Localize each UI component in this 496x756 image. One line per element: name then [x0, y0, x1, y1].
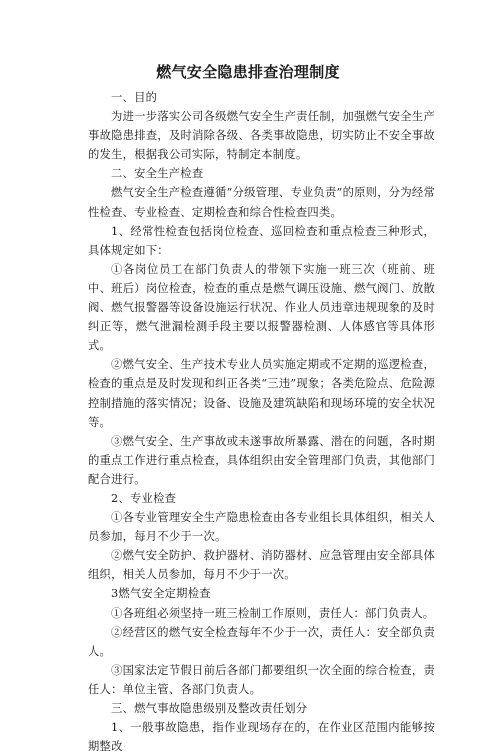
section-heading-purpose: 一、目的 [111, 91, 158, 104]
subheading-periodic-inspection: 3燃气安全定期检查 [111, 587, 211, 601]
document-body [88, 88, 435, 756]
paragraph-periodic-1: ①各班组必须坚持一班三检制工作原则，责任人：部门负责人。 [111, 606, 435, 620]
paragraph-key-inspection: ③燃气安全、生产事故或未遂事故所暴露、潜在的问题，各时期的重点工作进行重点检查，具体组织由安全管理部门负责，其他部门配合进行。 [88, 434, 435, 486]
paragraph-professional-2: ②燃气安全防护、救护器材、消防器材、应急管理由安全部具体组织，相关人员参加，每月不少于一次。 [88, 549, 435, 582]
paragraph-regular-inspection: 1、经常性检查包括岗位检查、巡回检查和重点检查三种形式，具体规定如下： [88, 224, 435, 257]
paragraph-patrol-inspection: ②燃气安全、生产技术专业人员实施定期或不定期的巡逻检查，检查的重点是及时发现和纠正各类“三违”现象；各类危险点、危险源控制措施的落实情况；设备、设施及建筑缺陷和现场环境的安全状况等。 [88, 358, 435, 429]
paragraph-inspection-intro: 燃气安全生产检查遵循“分级管理、专业负责”的原则，分为经常性检查、专业检查、定期检查和综合性检查四类。 [88, 186, 435, 219]
paragraph-periodic-2: ②经营区的燃气安全检查每年不少于一次，责任人：安全部负责人。 [88, 625, 435, 658]
subheading-professional-inspection: 2、专业检查 [111, 491, 177, 505]
paragraph-professional-1: ①各专业管理安全生产隐患检查由各专业组长具体组织，相关人员参加，每月不少于一次。 [88, 511, 435, 544]
section-heading-inspection: 二、安全生产检查 [111, 167, 204, 181]
paragraph-post-inspection: ①各岗位员工在部门负责人的带领下实施一班三次（班前、班中、班后）岗位检查，检查的重点是燃气调压设施、燃气阀门、放散阀、燃气报警器等设备设施运行状况、作业人员违章违规现象的及时纠正等，燃气泄漏检测手段主要以报警器检测、人体感官等具体形式。 [88, 262, 435, 353]
paragraph-periodic-3: ③国家法定节假日前后各部门都要组织一次全面的综合检查，责任人：单位主管、各部门负责人。 [88, 663, 435, 696]
document-title: 燃气安全隐患排查治理制度 [156, 63, 340, 81]
paragraph-general-hazard: 1、一般事故隐患，指作业现场存在的，在作业区范围内能够按期整改 [88, 721, 435, 754]
paragraph-purpose: 为进一步落实公司各级燃气安全生产责任制，加强燃气安全生产事故隐患排查，及时消除各级、各类事故隐患，切实防止不安全事故的发生，根据我公司实际，特制定本制度。 [88, 110, 435, 162]
section-heading-hazard-levels: 三、燃气事故隐患级别及整改责任划分 [111, 702, 308, 715]
